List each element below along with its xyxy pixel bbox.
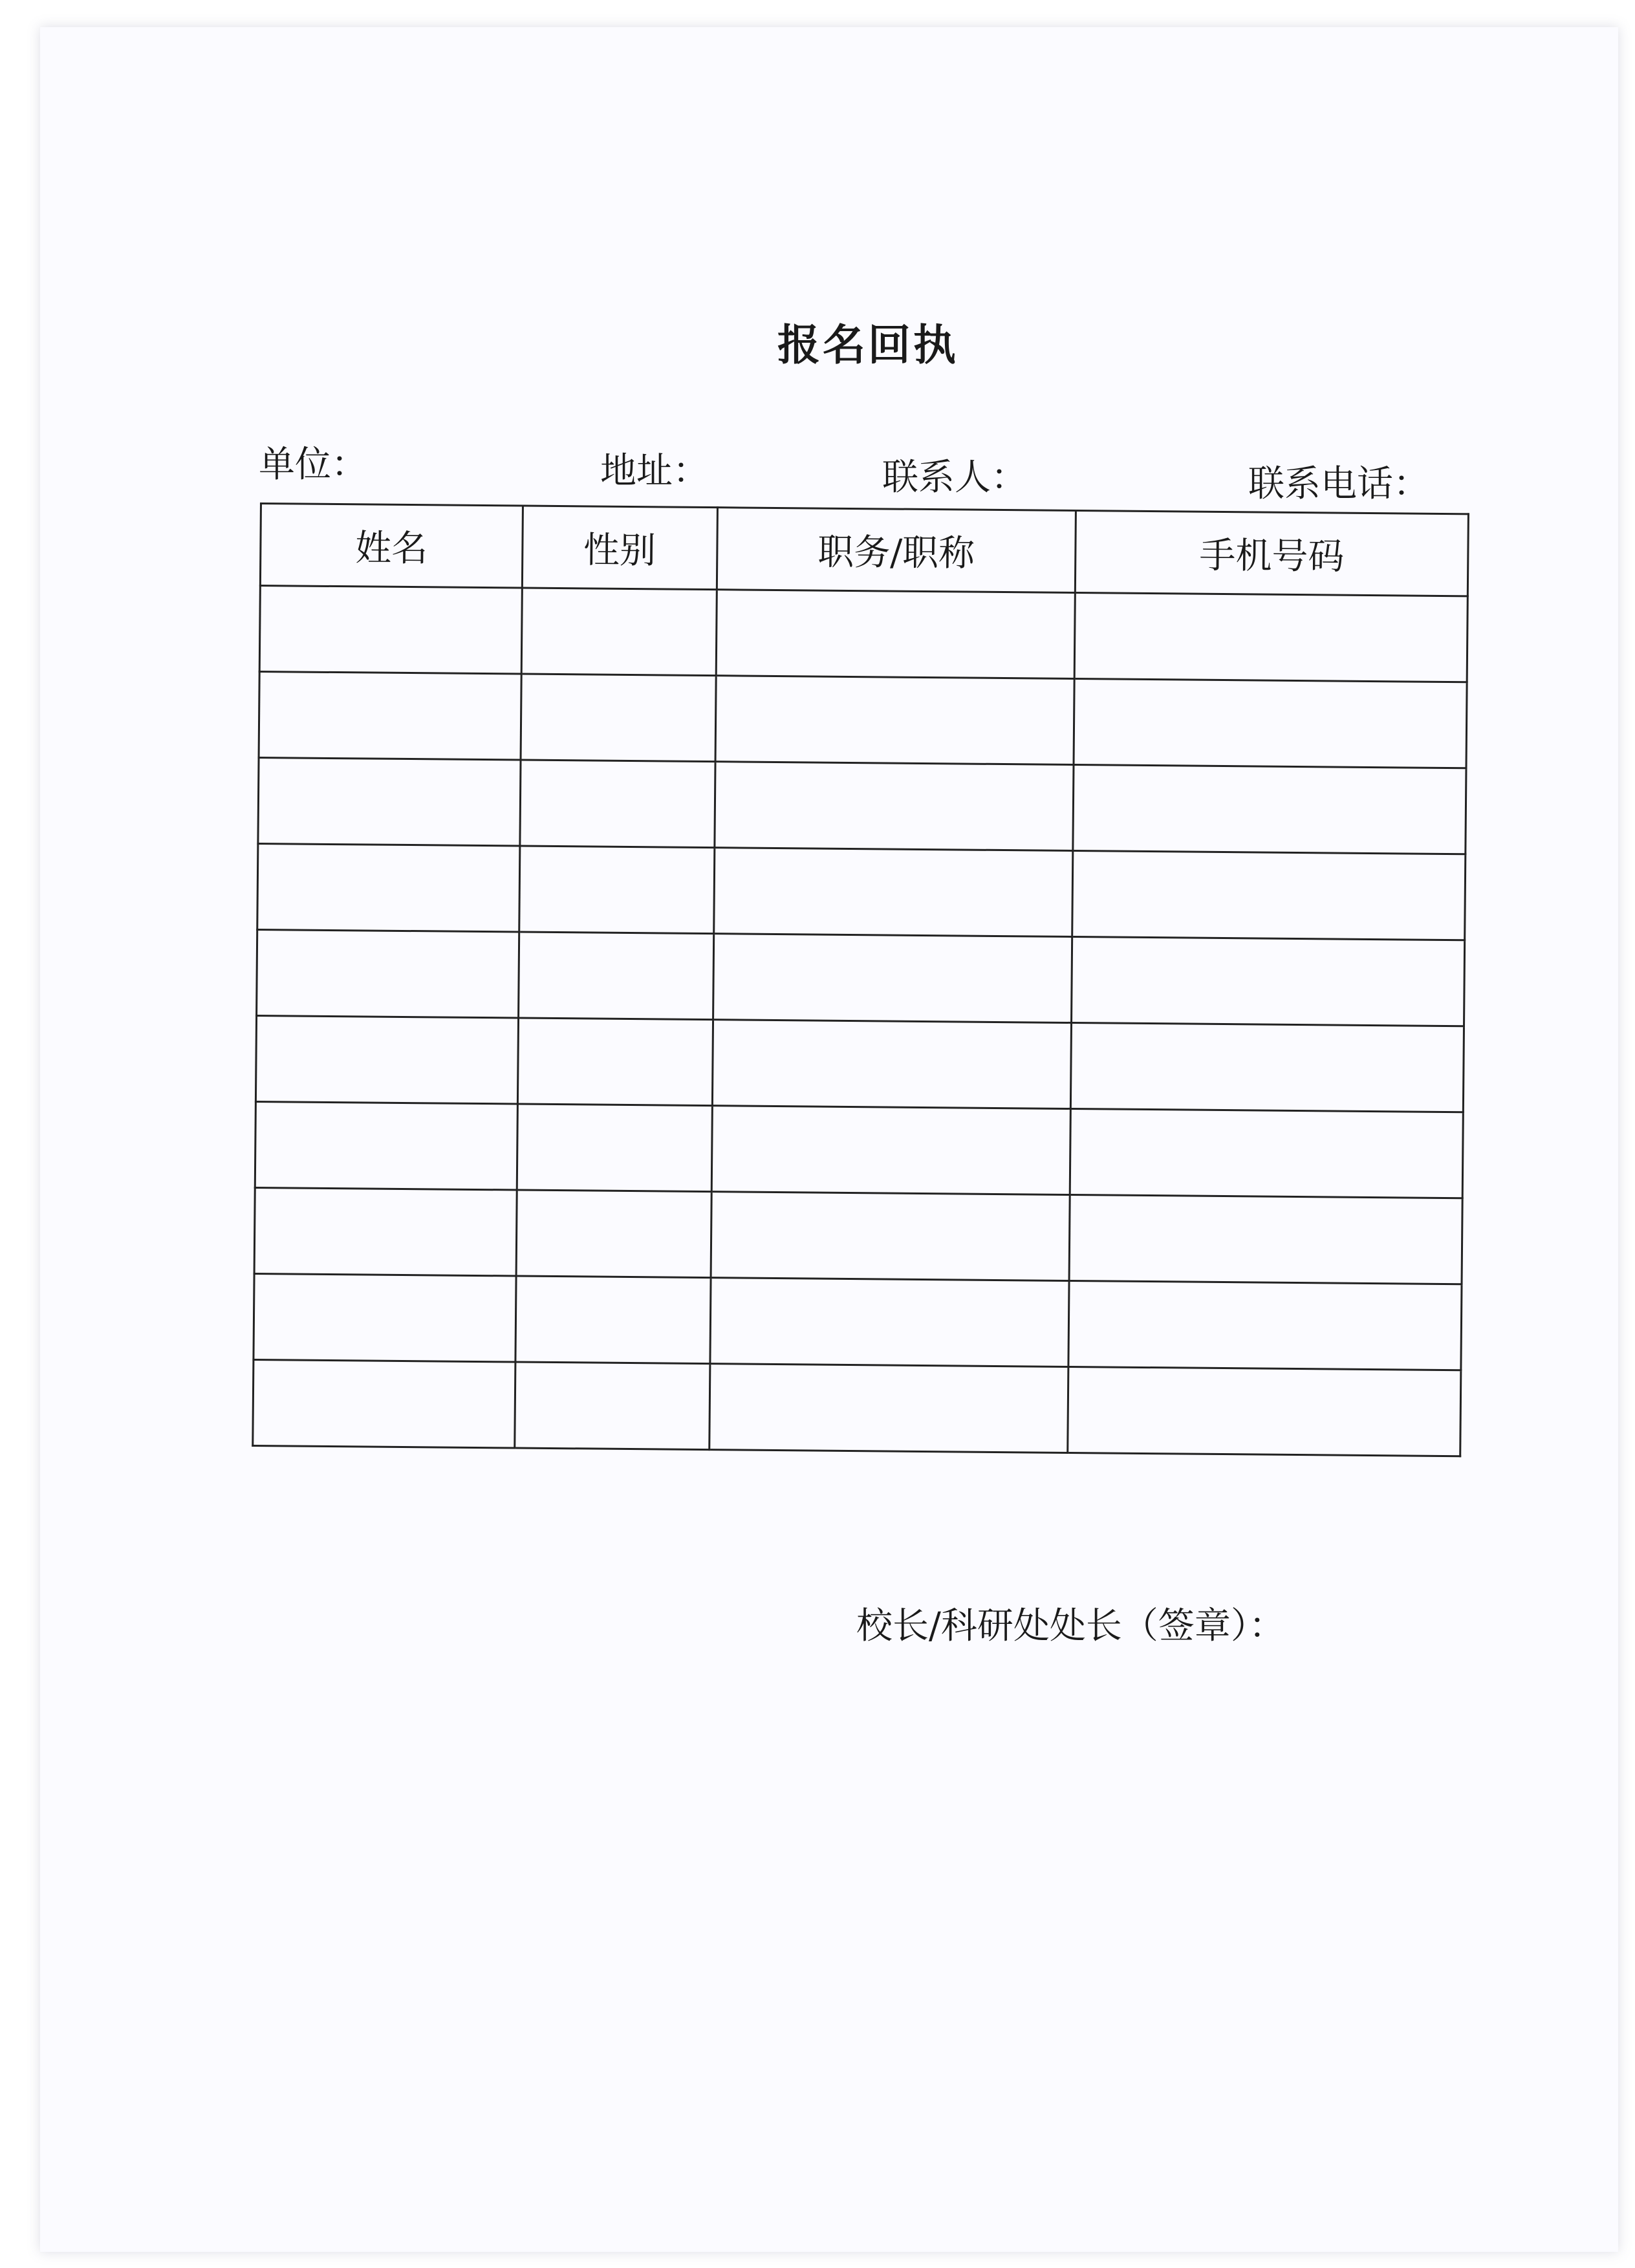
- table-cell[interactable]: [712, 1020, 1072, 1109]
- table-row: [258, 757, 1466, 854]
- table-cell[interactable]: [1073, 764, 1466, 854]
- table-cell[interactable]: [515, 1362, 710, 1450]
- table-cell[interactable]: [1068, 1280, 1462, 1370]
- contact-person-field-label: 联系人：: [882, 457, 1027, 499]
- table-cell[interactable]: [517, 1018, 713, 1106]
- table-row: [254, 1273, 1462, 1370]
- table-cell[interactable]: [254, 1273, 516, 1362]
- table-cell[interactable]: [1072, 850, 1466, 940]
- table-row: [255, 1015, 1464, 1112]
- table-cell[interactable]: [516, 1190, 711, 1278]
- table-header-row: [260, 504, 1468, 596]
- table-cell[interactable]: [258, 757, 521, 846]
- table-row: [255, 1101, 1463, 1198]
- table-cell[interactable]: [711, 1106, 1071, 1195]
- table-cell[interactable]: [259, 672, 521, 761]
- table-cell[interactable]: [713, 848, 1073, 937]
- table-row: [254, 1187, 1462, 1284]
- header-gender: 性别: [522, 506, 717, 590]
- registration-table: [252, 502, 1469, 1457]
- header-mobile-number: 手机号码: [1075, 511, 1468, 596]
- table-cell[interactable]: [1068, 1366, 1461, 1456]
- table-cell[interactable]: [521, 588, 717, 676]
- table-cell[interactable]: [515, 1276, 711, 1364]
- table-cell[interactable]: [1074, 678, 1467, 768]
- table-cell[interactable]: [255, 1015, 518, 1104]
- table-cell[interactable]: [257, 929, 519, 1018]
- table-row: [257, 843, 1466, 940]
- form-title: 报名回执: [777, 319, 958, 370]
- table-body: [253, 586, 1468, 1456]
- table-cell[interactable]: [715, 676, 1075, 765]
- table-row: [253, 1359, 1461, 1456]
- table-cell[interactable]: [711, 1192, 1070, 1281]
- table-cell[interactable]: [519, 846, 715, 934]
- table-cell[interactable]: [255, 1101, 517, 1190]
- table-cell[interactable]: [254, 1187, 517, 1276]
- table-cell[interactable]: [713, 934, 1072, 1023]
- table-cell[interactable]: [1072, 936, 1465, 1026]
- address-field-label: 地址：: [600, 450, 709, 492]
- table-cell[interactable]: [1069, 1194, 1462, 1284]
- table-cell[interactable]: [521, 674, 716, 762]
- table-cell[interactable]: [716, 590, 1076, 679]
- form-page: [40, 27, 1618, 2252]
- table-cell[interactable]: [1074, 593, 1467, 682]
- table-cell[interactable]: [709, 1278, 1069, 1367]
- table-cell[interactable]: [1070, 1108, 1463, 1198]
- table-row: [257, 929, 1465, 1026]
- table-cell[interactable]: [520, 760, 715, 848]
- table-cell[interactable]: [253, 1359, 515, 1448]
- table-cell[interactable]: [709, 1364, 1068, 1453]
- header-position-title: 职务/职称: [717, 508, 1076, 593]
- unit-field-label: 单位：: [259, 444, 367, 486]
- table-cell[interactable]: [257, 843, 520, 932]
- header-name: 姓名: [260, 504, 523, 589]
- signature-label: 校长/科研处处长（签章）：: [856, 1605, 1285, 1647]
- table-cell[interactable]: [518, 932, 713, 1020]
- table-row: [259, 586, 1467, 682]
- contact-phone-field-label: 联系电话：: [1248, 463, 1429, 505]
- table-cell[interactable]: [714, 762, 1074, 851]
- table-cell[interactable]: [259, 586, 522, 675]
- table-cell[interactable]: [517, 1104, 712, 1192]
- table-row: [259, 672, 1467, 768]
- table-cell[interactable]: [1070, 1022, 1464, 1112]
